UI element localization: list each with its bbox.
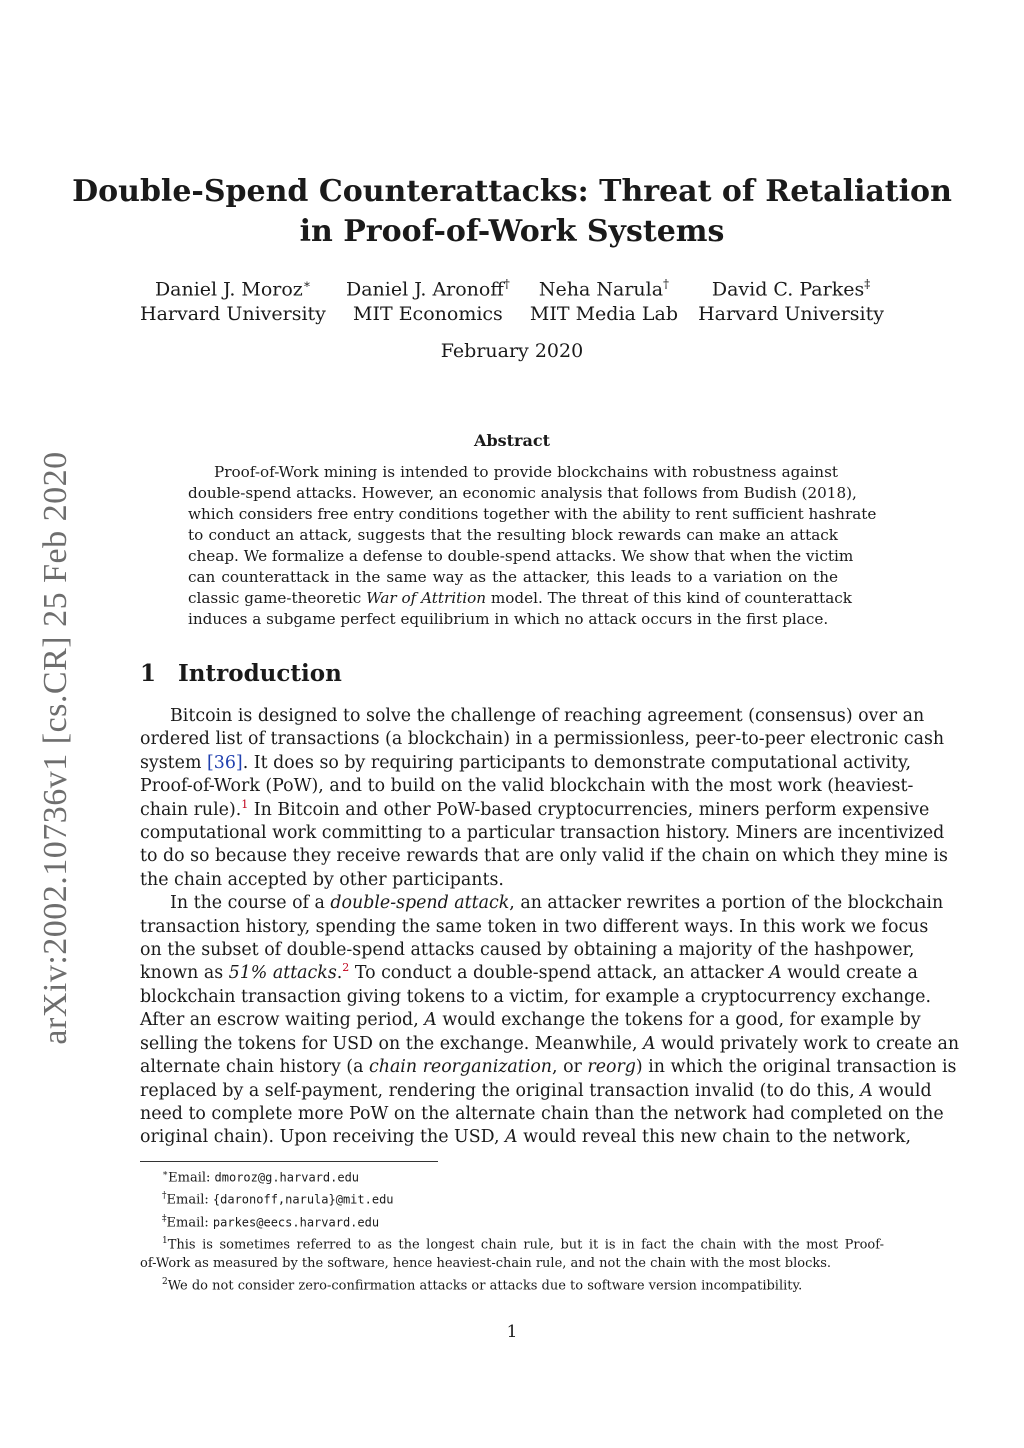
footnote-mark: ‡ [162,1213,167,1224]
author-name: Daniel J. Aronoff [345,278,504,301]
body-text-span: . [336,963,343,984]
footnote-text: This is sometimes referred to as the longest chain rule, but it is in fact the chain with the most Proof- [167,1237,884,1253]
body-line: to do so because they receive rewards that are only valid if the chain on which they mine is [140,846,948,867]
footnote-mark: 1 [162,1235,168,1246]
abstract-line: Proof-of-Work mining is intended to provide blockchains with robustness against [214,463,838,481]
body-line: blockchain transaction giving tokens to a victim, for example a cryptocurrency exchange. [140,986,931,1007]
paper-title [0,172,1024,252]
author-affiliation: Harvard University [140,303,326,326]
footnote-mark: ∗ [162,1169,169,1179]
math-var: A [505,1127,518,1148]
abstract-line: can counterattack in the same way as the attacker, this leads to a variation on the [188,568,838,586]
footnote-3 [140,1210,884,1232]
footnote-divider [140,1161,438,1162]
page-number: 1 [506,1322,518,1342]
footnote-4 [140,1232,884,1254]
abstract-line: which considers free entry conditions together with the ability to rent sufficient hashrate [188,505,877,523]
emphasis: double-spend attack [330,893,510,914]
author-name: Daniel J. Moroz [154,278,303,301]
body-text-span: would reveal this new chain to the network, [517,1127,911,1148]
body-line [140,961,918,985]
citation-link-36[interactable]: [36] [206,752,243,773]
body-text-span: In the course of a [170,893,331,914]
body-line: on the subset of double-spend attacks caused by obtaining a majority of the hashpower, [140,940,915,961]
math-var: A [424,1010,437,1031]
body-text-span: chain rule). [140,799,242,820]
body-text-span: selling the tokens for USD on the exchange. Meanwhile, [140,1033,644,1054]
arxiv-stamp-text: arXiv:2002.10736v1 [cs.CR] 25 Feb 2020 [37,451,74,1045]
emphasis: reorg [587,1057,636,1078]
footnote-label: Email: [166,1214,213,1230]
body-text-span: would create a [781,963,918,984]
body-line: Proof-of-Work (PoW), and to build on the valid blockchain with the most work (heaviest- [140,776,914,797]
footnote-5 [140,1273,884,1295]
body-text-span: would exchange the tokens for a good, for example by [436,1010,921,1031]
body-line [140,892,944,915]
author-2 [346,272,510,327]
abstract-line: to conduct an attack, suggests that the resulting block rewards can make an attack [188,526,838,544]
body-line: need to complete more PoW on the alternate chain than the network had completed on the [140,1103,944,1124]
footnote-4-cont: of-Work as measured by the software, hence heaviest-chain rule, and not the chain with the most blocks. [140,1256,832,1272]
abstract-line: induces a subgame perfect equilibrium in which no attack occurs in the first place. [188,610,829,628]
body-line [140,752,912,775]
footnote-ref-1[interactable]: 1 [241,797,249,811]
author-mark: † [663,277,670,291]
author-name: Neha Narula [538,278,664,301]
body-line [140,1009,921,1032]
author-mark: ‡ [864,277,871,291]
body-line [140,1033,960,1056]
author-mark: † [503,277,510,291]
body-text-span: replaced by a self-payment, rendering the original transaction invalid (to do this, [140,1080,861,1101]
author-1 [140,272,326,327]
publication-date: February 2020 [440,340,584,362]
body-text-span: After an escrow waiting period, [140,1010,425,1031]
body-text-span: To conduct a double-spend attack, an attacker [349,963,770,984]
abstract-line [188,588,852,609]
body-line [140,1080,932,1103]
body-text-span: original chain). Upon receiving the USD, [140,1127,505,1148]
footnote-label: Email: [168,1170,215,1186]
abstract-line: double-spend attacks. However, an economic analysis that follows from Budish (2018), [188,484,857,502]
emphasis: chain reorganization [369,1057,553,1078]
body-text-span: would privately work to create an [655,1033,960,1054]
author-affiliation: MIT Economics [353,303,503,326]
author-affiliation: Harvard University [698,303,884,326]
footnote-1 [140,1165,884,1187]
footnote-mark: † [162,1191,167,1202]
body-text-span: would [872,1080,932,1101]
body-text-span: , an attacker rewrites a portion of the blockchain [509,893,944,914]
email-link[interactable]: dmoroz@g.harvard.edu [214,1170,360,1185]
title-line-2: in Proof-of-Work Systems [299,214,725,249]
title-line-1: Double-Spend Counterattacks: Threat of Retaliation [72,174,952,209]
footnote-ref-2[interactable]: 2 [342,961,350,975]
body-text-span: known as [140,963,229,984]
body-text-span: . It does so by requiring participants to demonstrate computational activity, [242,752,912,773]
abstract-text: model. The threat of this kind of counterattack [486,589,852,607]
abstract-heading: Abstract [474,431,550,450]
body-line: the chain accepted by other participants. [140,869,504,890]
body-line: transaction history, spending the same token in two different ways. In this work we focus [140,916,929,937]
body-text-span: alternate chain history (a [140,1057,369,1078]
abstract-body [188,462,877,630]
body-text-span: system [140,752,207,773]
section-heading [140,660,342,687]
author-list [140,272,884,327]
footnote-label: Email: [166,1192,213,1208]
body-line [140,1126,911,1149]
abstract-line: cheap. We formalize a defense to double-spend attacks. We show that when the victim [188,547,854,565]
author-3 [530,272,678,327]
body-text [140,705,960,1150]
body-text-span: , or [552,1057,588,1078]
email-link[interactable]: parkes@eecs.harvard.edu [212,1214,380,1229]
body-line [140,1056,957,1079]
body-line: Bitcoin is designed to solve the challenge of reaching agreement (consensus) over an [170,706,925,726]
abstract-text: classic game-theoretic [188,589,367,607]
emphasis: 51% attacks [228,963,337,984]
author-name: David C. Parkes [711,278,865,301]
author-affiliation: MIT Media Lab [529,303,679,326]
body-line: ordered list of transactions (a blockchain) in a permissionless, peer-to-peer electronic cash [140,729,945,750]
war-of-attrition-emphasis: War of Attrition [366,589,486,607]
math-var: A [860,1080,873,1101]
author-mark: ∗ [302,277,311,291]
footnote-text: We do not consider zero-confirmation attacks or attacks due to software version incompatibility. [167,1278,803,1294]
body-line [140,797,930,822]
body-line: computational work committing to a particular transaction history. Miners are incentivized [140,823,945,844]
body-text-span: In Bitcoin and other PoW-based cryptocurrencies, miners perform expensive [248,799,930,820]
math-var: A [643,1033,656,1054]
footnote-mark: 2 [162,1277,168,1288]
footnote-2 [140,1187,884,1209]
math-var: A [769,963,782,984]
email-link[interactable]: {daronoff,narula}@mit.edu [212,1192,394,1207]
section-number: 1 [140,660,157,687]
footnotes [140,1165,884,1296]
section-title: Introduction [178,660,342,687]
body-text-span: ) in which the original transaction is [635,1057,957,1078]
author-4 [698,272,884,327]
